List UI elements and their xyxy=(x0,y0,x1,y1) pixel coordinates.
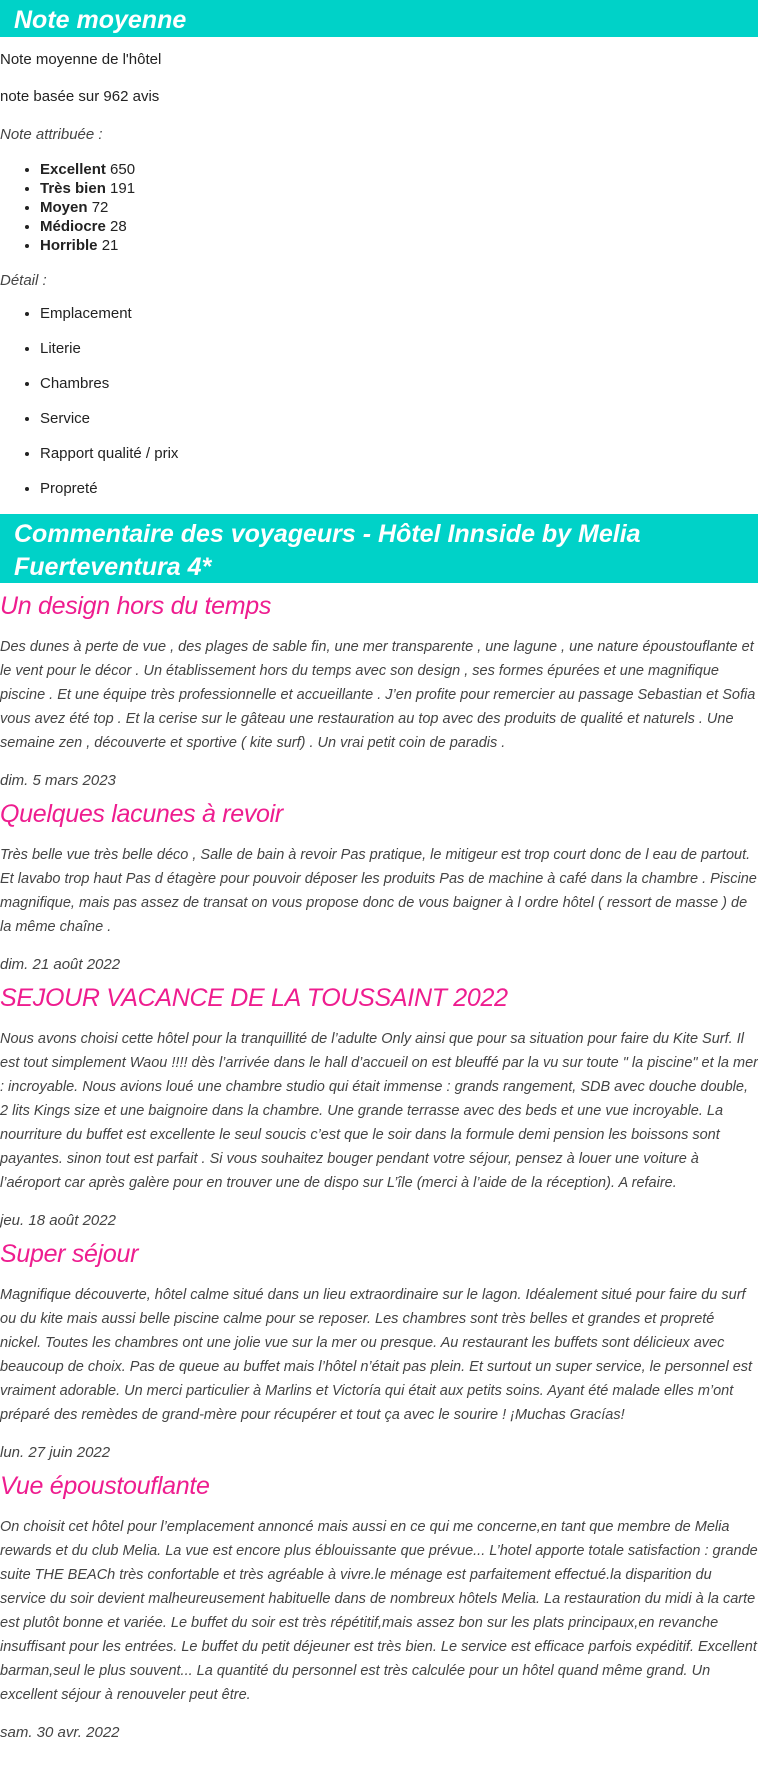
detail-item: • Service xyxy=(40,409,758,429)
average-rating-heading: Note moyenne xyxy=(14,6,187,34)
rating-count-item xyxy=(40,179,758,198)
average-rating-header xyxy=(0,0,758,37)
rating-count-item xyxy=(40,198,758,217)
detail-item: • Literie xyxy=(40,339,758,359)
rating-count-label: Médiocre xyxy=(40,218,106,235)
rating-count-label: Horrible xyxy=(40,237,98,254)
review-body: Très belle vue très belle déco , Salle de bain à revoir Pas pratique, le mitigeur est trop court donc de l eau de partout. Et lavabo trop haut Pas d étagère pour pouvoir déposer les produits Pas de machine à café dans la chambre . Piscine magnifique, mais pas assez de transat on vous propose donc de vous baigner à l ordre hôtel ( ressort de masse ) de la même chaîne . xyxy=(0,847,757,935)
review-title: Un design hors du temps xyxy=(0,592,272,620)
review-item xyxy=(0,1238,758,1464)
review-date: dim. 5 mars 2023 xyxy=(0,772,116,789)
review-title: Vue époustouflante xyxy=(0,1472,210,1500)
rating-count-label: Très bien xyxy=(40,180,106,197)
review-body: On choisit cet hôtel pour l’emplacement annoncé mais aussi en ce qui me concerne,en tant que membre de Melia rewards et du club Melia. La vue est encore plus éblouissante que prévue... L’hotel apporte totale satisfaction : grande suite THE BEACh très confortable et très agréable à vivre.le ménage est parfaitement effectué.la disparition du service du soir devient malheureusement habituelle dans de nombreux hôtels Melia. La restauration du midi à la carte est plutôt bonne et variée. Le buffet du soir est très répétitif,mais assez bon sur les plats principaux,en revanche insuffisant pour les entrées. Le buffet du petit déjeuner est très bien. Le service est efficace parfois expéditif. Excellent barman,seul le plus souvent... La quantité du personnel est très calculée pour un hôtel quand même grand. Un excellent séjour à renouveler peut être. xyxy=(0,1519,758,1703)
review-date: lun. 27 juin 2022 xyxy=(0,1444,111,1461)
rating-count-label: Moyen xyxy=(40,199,88,216)
detail-list xyxy=(0,304,758,499)
traveler-comments-heading: Commentaire des voyageurs - Hôtel Innside by Melia Fuerteventura 4* xyxy=(14,520,641,581)
review-item xyxy=(0,798,758,976)
detail-item: • Rapport qualité / prix xyxy=(40,444,758,464)
review-title: SEJOUR VACANCE DE LA TOUSSAINT 2022 xyxy=(0,984,508,1012)
review-body: Magnifique découverte, hôtel calme situé dans un lieu extraordinaire sur le lagon. Idéalement situé pour faire du surf ou du kite mais aussi belle piscine calme pour se reposer. Les chambres sont très belles et grandes et propreté nickel. Toutes les chambres ont une jolie vue sur la mer ou presque. Au restaurant les buffets sont délicieux avec beaucoup de choix. Pas de queue au buffet mais l’hôtel n’était pas plein. Et surtout un super service, le personnel est vraiment adorable. Un merci particulier à Marlins et Victoría qui était aux petits soins. Ayant été malade elles m’ont préparé des remèdes de grand-mère pour récupérer et tout ça avec le sourire ! ¡Muchas Gracías! xyxy=(0,1287,753,1423)
review-date: dim. 21 août 2022 xyxy=(0,956,121,973)
rating-counts-list xyxy=(0,160,758,255)
review-item xyxy=(0,1470,758,1744)
review-title: Quelques lacunes à revoir xyxy=(0,800,283,828)
review-body: Des dunes à perte de vue , des plages de sable fin, une mer transparente , une lagune , une nature époustouflante et le vent pour le décor . Un établissement hors du temps avec son design , ses formes épurées et une magnifique piscine . Et une équipe très professionnelle et accueillante . J’en profite pour remercier au passage Sebastian et Sofia vous avez été top . Et la cerise sur le gâteau une restauration au top avec des produits de qualité et naturels . Une semaine zen , découverte et sportive ( kite surf) . Un vrai petit coin de paradis . xyxy=(0,639,756,751)
review-item xyxy=(0,982,758,1232)
detail-item: • Propreté xyxy=(40,479,758,499)
assigned-rating-label: Note attribuée : xyxy=(0,126,103,143)
detail-label: Détail : xyxy=(0,272,47,289)
rating-count-label: Excellent xyxy=(40,161,106,178)
rating-count-value: 191 xyxy=(110,180,136,197)
detail-item: • Emplacement xyxy=(40,304,758,324)
review-date: jeu. 18 août 2022 xyxy=(0,1212,116,1229)
review-item xyxy=(0,590,758,792)
review-body: Nous avons choisi cette hôtel pour la tranquillité de l’adulte Only ainsi que pour sa situation pour faire du Kite Surf. Il est tout simplement Waou !!!! dès l’arrivée dans le hall d’accueil on est bleuffé par la vu sur toute " la piscine" et la mer : incroyable. Nous avions loué une chambre studio qui était immense : grands rangement, SDB avec douche double, 2 lits Kings size et une baignoire dans la chambre. Une grande terrasse avec des beds et une vue incroyable. La nourriture du buffet est excellente le seul soucis c’est que le soir dans la formule demi pension les boissons sont payantes. sinon tout est parfait . Si vous souhaitez bouger pendant votre séjour, pensez à louer une voiture à l’aéroport car après galère pour en trouver une de dispo sur L’île (merci à l’aide de la réception). A refaire. xyxy=(0,1031,758,1191)
review-count: note basée sur 962 avis xyxy=(0,88,160,105)
detail-item: • Chambres xyxy=(40,374,758,394)
traveler-comments-header xyxy=(0,514,758,583)
review-date: sam. 30 avr. 2022 xyxy=(0,1724,120,1741)
rating-count-value: 650 xyxy=(110,161,136,178)
rating-count-value: 21 xyxy=(101,237,119,254)
hotel-rating-label: Note moyenne de l'hôtel xyxy=(0,51,162,68)
rating-count-item xyxy=(40,160,758,179)
rating-count-item xyxy=(40,217,758,236)
rating-count-value: 72 xyxy=(91,199,109,216)
rating-count-value: 28 xyxy=(110,218,127,235)
review-title: Super séjour xyxy=(0,1240,139,1268)
rating-count-item xyxy=(40,236,758,255)
